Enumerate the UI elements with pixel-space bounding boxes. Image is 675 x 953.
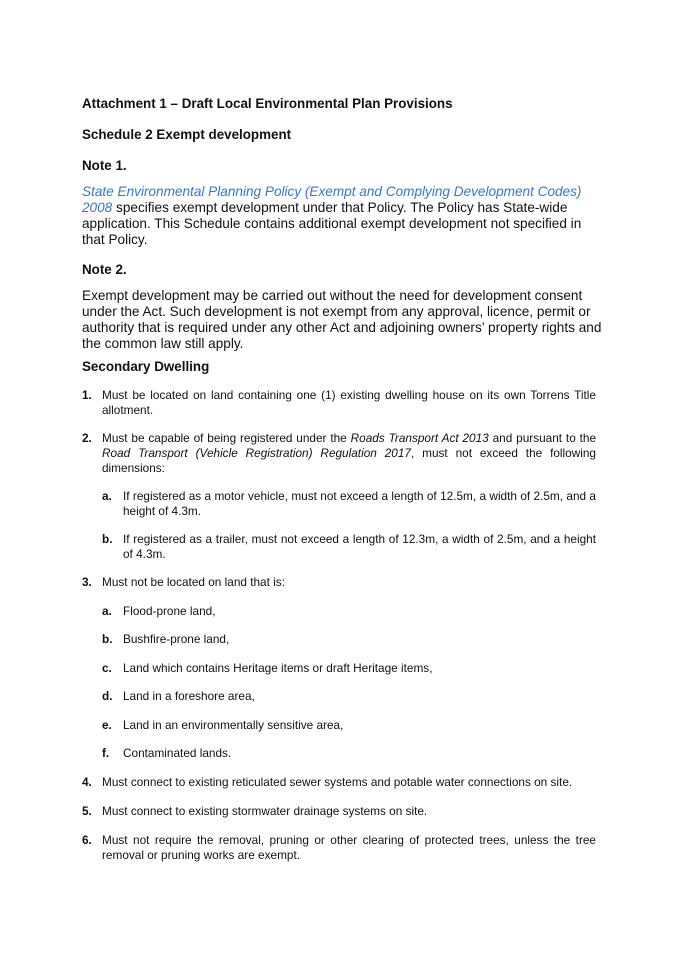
note1-paragraph xyxy=(82,184,602,248)
list-number: 3. xyxy=(82,575,92,589)
sepp-policy-link[interactable]: State Environmental Planning Policy (Exempt and Complying Development Codes) 2008 xyxy=(82,184,582,215)
list-subitem-3e xyxy=(102,718,596,733)
list-letter: c. xyxy=(102,661,112,675)
list-text: Must be located on land containing one (1) existing dwelling house on its own Torrens Title allotment. xyxy=(102,388,596,417)
list-text: Flood-prone land, xyxy=(123,604,216,618)
note1-body: specifies exempt development under that Policy. The Policy has State-wide application. This Schedule contains additional exempt development not specified in that Policy. xyxy=(82,200,582,247)
list-text: Land in an environmentally sensitive area, xyxy=(123,718,344,732)
list-text: Must connect to existing reticulated sewer systems and potable water connections on site. xyxy=(102,775,573,789)
list-text: Must not be located on land that is: xyxy=(102,575,285,589)
list-number: 2. xyxy=(82,431,92,445)
list-text: Must be capable of being registered under the Roads Transport Act 2013 and pursuant to the Road Transport (Vehicle Registration) Regulation 2017, must not exceed the following dimensions: xyxy=(102,431,597,475)
list-number: 1. xyxy=(82,388,92,402)
section-heading-secondary-dwelling: Secondary Dwelling xyxy=(82,359,210,374)
list-number: 4. xyxy=(82,775,92,789)
schedule-heading: Schedule 2 Exempt development xyxy=(82,127,292,142)
list-letter: b. xyxy=(102,632,113,646)
list-letter: f. xyxy=(102,746,110,760)
list-text: Contaminated lands. xyxy=(123,746,232,760)
list-item-4 xyxy=(82,775,596,790)
list-subitem-3f xyxy=(102,746,596,761)
list-item-5 xyxy=(82,804,596,819)
list-text: Land in a foreshore area, xyxy=(123,689,255,703)
list-letter: d. xyxy=(102,689,113,703)
list-letter: a. xyxy=(102,604,112,618)
list-text: Land which contains Heritage items or draft Heritage items, xyxy=(123,661,433,675)
roads-transport-act-ref: Roads Transport Act 2013 xyxy=(350,431,489,445)
list-item-2 xyxy=(82,431,596,476)
list-letter: b. xyxy=(102,532,113,546)
list-subitem-3c xyxy=(102,661,596,676)
note1-heading: Note 1. xyxy=(82,158,127,173)
list-text: Must not require the removal, pruning or other clearing of protected trees, unless the tree removal or pruning works are exempt. xyxy=(102,833,596,862)
list-number: 5. xyxy=(82,804,92,818)
list-subitem-3b xyxy=(102,632,596,647)
note2-paragraph: Exempt development may be carried out without the need for development consent under the Act. Such development is not exempt from any approval, licence, permit or authority that is required under any other Act and adjoining owners’ property rights and the common law still apply. xyxy=(82,288,602,351)
vehicle-registration-regulation-ref: Road Transport (Vehicle Registration) Regulation 2017 xyxy=(102,446,411,460)
list-item-1 xyxy=(82,388,596,418)
list-letter: e. xyxy=(102,718,112,732)
list-text: Bushfire-prone land, xyxy=(123,632,230,646)
list-number: 6. xyxy=(82,833,92,847)
list-letter: a. xyxy=(102,489,112,503)
document-title: Attachment 1 – Draft Local Environmental Plan Provisions xyxy=(82,96,453,111)
list-text: Must connect to existing stormwater drainage systems on site. xyxy=(102,804,428,818)
list-subitem-3d xyxy=(102,689,596,704)
list-subitem-3a xyxy=(102,604,596,619)
list-text: If registered as a motor vehicle, must not exceed a length of 12.5m, a width of 2.5m, and a height of 4.3m. xyxy=(123,489,596,518)
note2-heading: Note 2. xyxy=(82,262,127,277)
list-item-3 xyxy=(82,575,596,590)
list-text: If registered as a trailer, must not exceed a length of 12.3m, a width of 2.5m, and a height of 4.3m. xyxy=(123,532,596,561)
list-item-6 xyxy=(82,833,596,863)
list-subitem-2b xyxy=(102,532,596,562)
list-subitem-2a xyxy=(102,489,596,519)
